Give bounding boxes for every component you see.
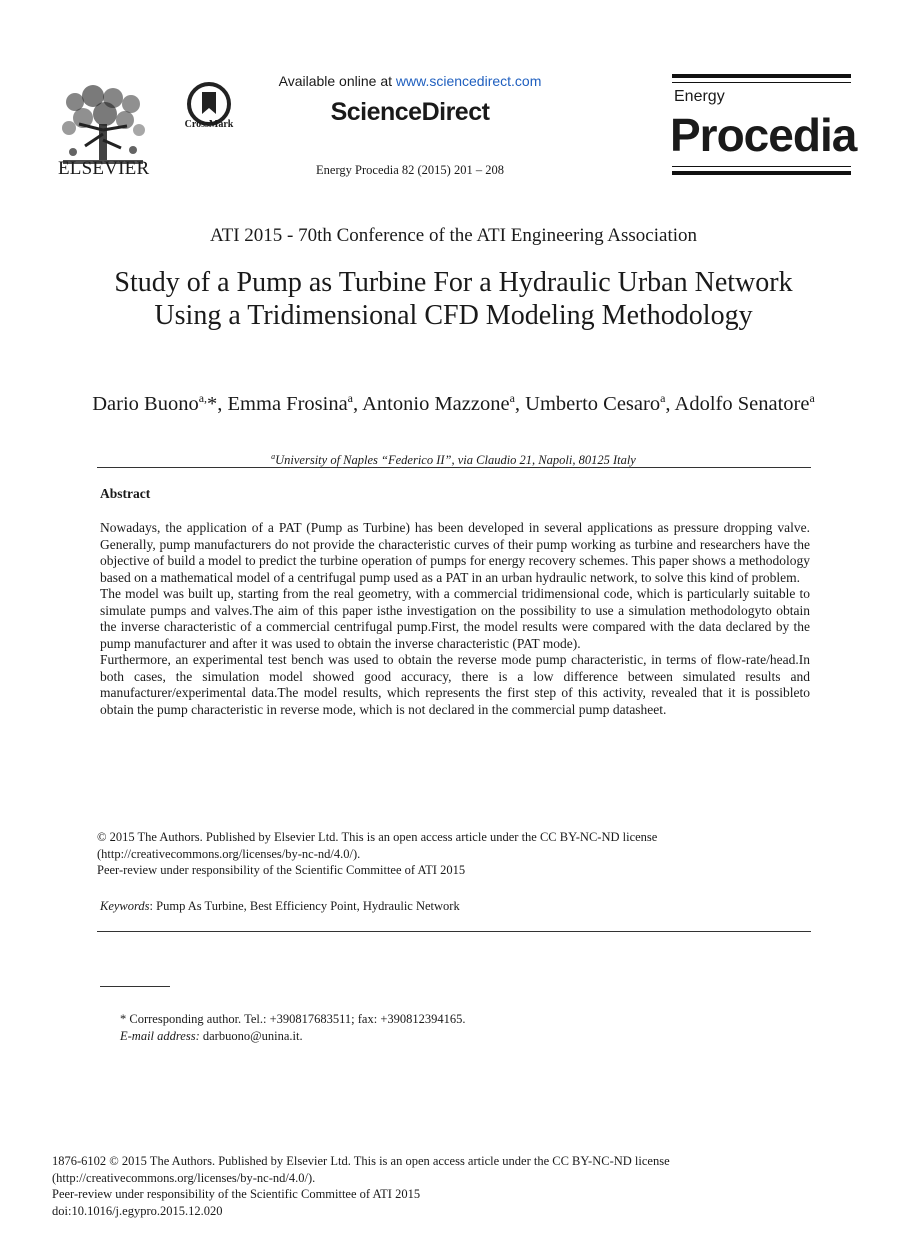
availability-prefix: Available online at [278,73,396,89]
keywords [100,899,810,914]
keywords-text: : Pump As Turbine, Best Efficiency Point, Hydraulic Network [149,899,460,913]
footnote [120,1011,810,1045]
abstract-heading: Abstract [100,486,151,501]
author-name: Antonio Mazzone [362,392,510,415]
publisher-name: ELSEVIER [58,158,150,179]
license-block [97,829,811,879]
keywords-label: Keywords [100,899,150,913]
peer-review-line: Peer-review under responsibility of the Scientific Committee of ATI 2015 [52,1187,421,1201]
paper-title: Study of a Pump as Turbine For a Hydraulic Urban Network Using a Tridimensional CFD Modeling Methodology [114,267,793,331]
author-affiliation-mark: a [347,391,353,405]
abstract-body [100,520,810,718]
author-name: Emma Frosina [227,392,348,415]
author-separator: *, [207,392,228,415]
corresponding-author: * Corresponding author. Tel.: +390817683511; fax: +390812394165. [120,1012,466,1026]
availability-line [230,73,590,89]
footnote-rule [100,986,170,987]
author-affiliation-mark: a [509,391,515,405]
affiliation-mark: a [271,452,276,461]
author-name: Umberto Cesaro [525,392,661,415]
author-separator: , [665,392,675,415]
divider [97,467,811,468]
author-name: Dario Buono [92,392,199,415]
author-affiliation-mark: a, [198,391,208,405]
author-separator: , [353,392,363,415]
affiliation-text: University of Naples “Federico II”, via Claudio 21, Napoli, 80125 Italy [275,453,636,468]
license-link[interactable]: (http://creativecommons.org/licenses/by-nc-nd/4.0/). [97,846,361,861]
journal-name-procedia: Procedia [670,109,857,161]
author-affiliation-mark: a [809,391,815,405]
license-link[interactable]: (http://creativecommons.org/licenses/by-nc-nd/4.0/). [52,1170,316,1185]
abstract-paragraph: The model was built up, starting from the real geometry, with a commercial tridimensional code, which is particularly suitable to simulate pumps and valves.The aim of this paper isthe investigation on the possibility to use a simulation methodologyto obtain the inverse characteristic of a commercial centrifugal pump.First, the model results were compared with the data declared by the pump manufacturer and after it was used to obtain the inverse characteristic (PAT mode). [100,586,810,651]
sciencedirect-link[interactable]: www.sciencedirect.com [395,73,542,89]
author-affiliation-mark: a [660,391,666,405]
bottom-matter [52,1153,852,1219]
abstract-paragraph: Furthermore, an experimental test bench was used to obtain the reverse mode pump characteristic, in terms of flow-rate/head.In both cases, the simulation model showed good accuracy, there is a low difference between simulated results and manufacturer/experimental data.The model results, which represents the first step of this activity, revealed that it is possibleto obtain the pump characteristic in reverse mode, which is not declared in the commercial pump datasheet. [100,652,810,717]
conference-name: ATI 2015 - 70th Conference of the ATI Engineering Association [209,225,698,246]
affiliation [90,452,817,468]
author-name: Adolfo Senatore [674,392,810,415]
author-list [90,386,817,417]
sciencedirect-logo: ScienceDirect [330,98,490,126]
author-separator: , [514,392,526,415]
divider [97,931,811,932]
license-line: © 2015 The Authors. Published by Elsevier Ltd. This is an open access article under the CC BY-NC-ND license [97,830,658,844]
email-label: E-mail address: [120,1029,200,1043]
journal-citation: Energy Procedia 82 (2015) 201 – 208 [316,163,504,177]
email-line [120,1028,810,1045]
peer-review-line: Peer-review under responsibility of the Scientific Committee of ATI 2015 [97,863,466,877]
journal-name-energy: Energy [674,88,725,105]
doi[interactable]: doi:10.1016/j.egypro.2015.12.020 [52,1203,223,1218]
email-address[interactable]: darbuono@unina.it. [199,1029,303,1043]
issn-license-line: 1876-6102 © 2015 The Authors. Published by Elsevier Ltd. This is an open access article under the CC BY-NC-ND license [52,1154,670,1168]
crossmark-label: CrossMark [184,119,234,130]
abstract-paragraph: Nowadays, the application of a PAT (Pump as Turbine) has been developed in several applications as pressure dropping valve. Generally, pump manufacturers do not provide the characteristic curves of their pump working as turbine and researchers have the objective of build a model to predict the turbine operation of pumps for energy recovery schemes. This paper shows a methodology based on a mathematical model of a centrifugal pump used as a PAT in an urban hydraulic network, to solve this kind of problem. [100,520,810,585]
